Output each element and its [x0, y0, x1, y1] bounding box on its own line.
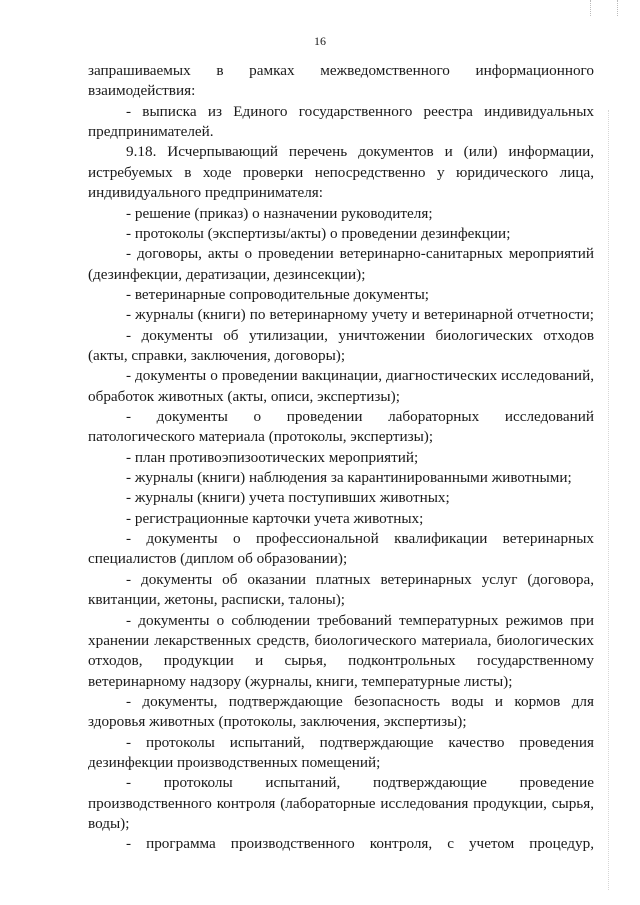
text-line: индивидуального предпринимателя: — [88, 184, 323, 202]
text-line: - выписка из Единого государственного реестра индивидуальных — [126, 102, 594, 120]
text-line: - договоры, акты о проведении ветеринарно-санитарных мероприятий — [126, 245, 594, 263]
text-line: дезинфекции производственных помещений; — [88, 753, 381, 771]
text-line: патологического материала (протоколы, экспертизы); — [88, 428, 434, 446]
text-line: здоровья животных (протоколы, заключения, экспертизы); — [88, 713, 467, 731]
text-line: - журналы (книги) учета поступивших животных; — [126, 489, 450, 507]
text-line: - журналы (книги) по ветеринарному учету и ветеринарной отчетности; — [126, 306, 594, 324]
text-line: - журналы (книги) наблюдения за карантинированными животными; — [126, 469, 572, 486]
text-line: - регистрационные карточки учета животных; — [126, 509, 424, 527]
text-line: - документы о профессиональной квалификации ветеринарных — [126, 530, 594, 547]
scan-artifact — [590, 0, 618, 16]
text-line: воды); — [88, 815, 130, 832]
text-line: предпринимателей. — [88, 123, 214, 141]
text-line: - документы о соблюдении требований температурных режимов при — [126, 611, 594, 629]
text-line: истребуемых в ходе проверки непосредственно у юридического лица, — [88, 163, 594, 181]
text-line: 9.18. Исчерпывающий перечень документов и (или) информации, — [126, 143, 594, 161]
text-line: - программа производственного контроля, с учетом процедур, — [126, 835, 594, 853]
text-line: специалистов (диплом об образовании); — [88, 550, 348, 568]
text-line: отходов, продукции и сырья, подконтрольных государственному — [88, 652, 594, 670]
text-line: квитанции, жетоны, расписки, талоны); — [88, 591, 345, 609]
text-line: - документы, подтверждающие безопасность воды и кормов для — [126, 692, 594, 710]
text-line: запрашиваемых в рамках межведомственного информационного — [88, 62, 594, 79]
text-line: - ветеринарные сопроводительные документы; — [126, 285, 430, 303]
text-line: - протоколы испытаний, подтверждающие проведение — [126, 774, 594, 792]
text-line: - документы об оказании платных ветеринарных услуг (договора, — [126, 570, 594, 588]
text-line: - документы о проведении вакцинации, диагностических исследований, — [126, 367, 594, 385]
text-line: (акты, справки, заключения, договоры); — [88, 346, 346, 364]
text-line: - протоколы (экспертизы/акты) о проведении дезинфекции; — [126, 224, 511, 242]
text-line: обработок животных (акты, описи, экспертизы); — [88, 387, 400, 405]
text-line: (дезинфекции, дератизации, дезинсекции); — [88, 265, 366, 283]
text-line: ветеринарному надзору (журналы, книги, температурные листы); — [88, 672, 513, 690]
text-line: хранении лекарственных средств, биологического материала, биологических — [88, 631, 594, 649]
text-line: - план противоэпизоотических мероприятий; — [126, 448, 419, 466]
page-number: 16 — [314, 34, 326, 48]
text-line: - документы об утилизации, уничтожении биологических отходов — [126, 326, 594, 344]
text-line: - протоколы испытаний, подтверждающие качество проведения — [126, 733, 594, 751]
scan-edge-artifact — [608, 110, 610, 890]
text-line: - решение (приказ) о назначении руководителя; — [126, 204, 433, 222]
text-line: производственного контроля (лабораторные исследования продукции, сырья, — [88, 794, 594, 812]
text-line: взаимодействия: — [88, 82, 196, 100]
text-line: - документы о проведении лабораторных исследований — [126, 408, 594, 425]
